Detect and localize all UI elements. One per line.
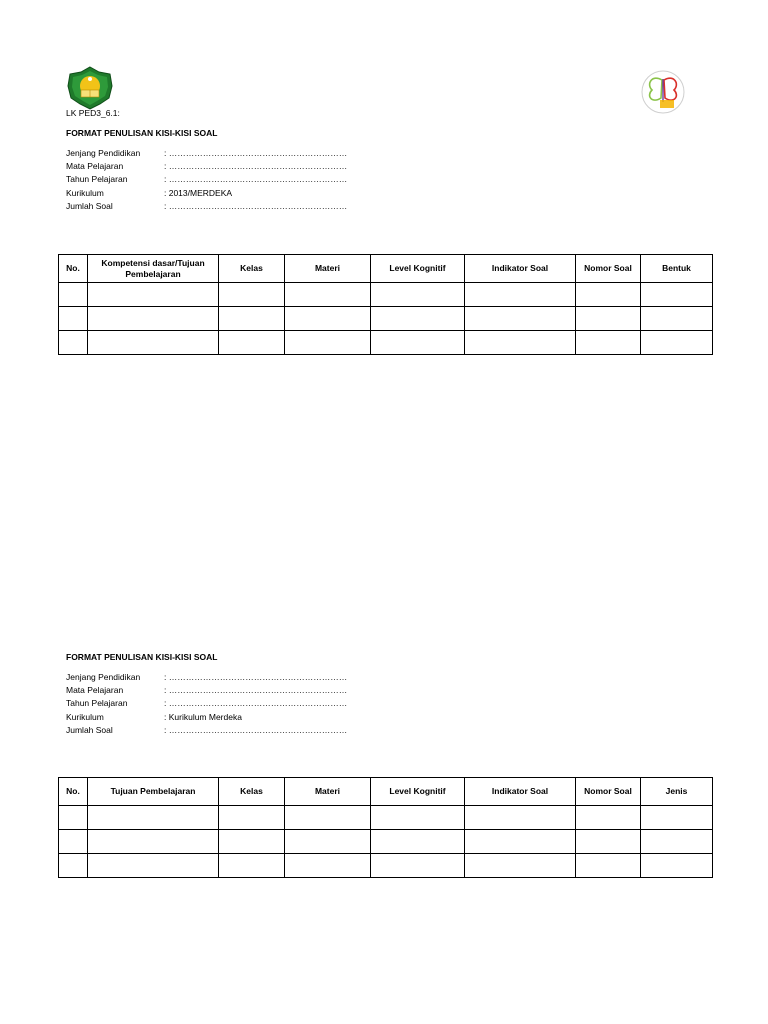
table-cell[interactable] [465, 307, 576, 331]
col-jenis: Jenis [641, 778, 713, 806]
col-no: No. [59, 255, 88, 283]
document-code: LK PED3_6.1: [66, 108, 120, 118]
table-cell[interactable] [59, 331, 88, 355]
table-cell[interactable] [576, 830, 641, 854]
table-cell[interactable] [465, 854, 576, 878]
col-materi: Materi [285, 255, 371, 283]
col-kompetensi: Kompetensi dasar/Tujuan Pembelajaran [88, 255, 219, 283]
section1-title: FORMAT PENULISAN KISI-KISI SOAL [66, 128, 218, 138]
col-bentuk: Bentuk [641, 255, 713, 283]
table-cell[interactable] [641, 331, 713, 355]
col-indikator-soal: Indikator Soal [465, 255, 576, 283]
field-jenjang: Jenjang Pendidikan : ……………………………………………………… [66, 148, 348, 158]
table-cell[interactable] [576, 307, 641, 331]
table-cell[interactable] [576, 854, 641, 878]
table-cell[interactable] [465, 806, 576, 830]
table-cell[interactable] [285, 806, 371, 830]
col-tujuan-pembelajaran: Tujuan Pembelajaran [88, 778, 219, 806]
table-cell[interactable] [88, 307, 219, 331]
table-cell[interactable] [285, 830, 371, 854]
kisi-kisi-table-2 [58, 777, 713, 878]
field-tahun-pelajaran: Tahun Pelajaran : ……………………………………………………… [66, 698, 348, 709]
table-cell[interactable] [59, 854, 88, 878]
col-indikator-soal: Indikator Soal [465, 778, 576, 806]
table-row [59, 307, 713, 331]
col-materi: Materi [285, 778, 371, 806]
table-cell[interactable] [219, 806, 285, 830]
table-header-row [59, 255, 713, 283]
table-cell[interactable] [641, 307, 713, 331]
ppg-butterfly-logo-icon [640, 70, 686, 114]
table-cell[interactable] [88, 806, 219, 830]
field-mata-pelajaran: Mata Pelajaran : ……………………………………………………… [66, 685, 348, 696]
table-cell[interactable] [59, 307, 88, 331]
table-cell[interactable] [219, 283, 285, 307]
table-cell[interactable] [219, 307, 285, 331]
table-cell[interactable] [641, 283, 713, 307]
table-row [59, 854, 713, 878]
col-no: No. [59, 778, 88, 806]
table-row [59, 806, 713, 830]
table-cell[interactable] [465, 331, 576, 355]
table-cell[interactable] [371, 307, 465, 331]
table-cell[interactable] [285, 854, 371, 878]
table-cell[interactable] [59, 283, 88, 307]
field-kurikulum: Kurikulum : Kurikulum Merdeka [66, 711, 242, 722]
table-cell[interactable] [641, 830, 713, 854]
table-cell[interactable] [371, 331, 465, 355]
field-kurikulum: Kurikulum : 2013/MERDEKA [66, 187, 233, 198]
kisi-kisi-table-1 [58, 254, 713, 355]
table-cell[interactable] [371, 854, 465, 878]
field-jenjang: Jenjang Pendidikan : ……………………………………………………… [66, 672, 348, 682]
col-kelas: Kelas [219, 255, 285, 283]
table-cell[interactable] [88, 283, 219, 307]
table-cell[interactable] [641, 806, 713, 830]
table-cell[interactable] [59, 806, 88, 830]
table-cell[interactable] [465, 830, 576, 854]
section1-fields [66, 147, 347, 213]
table-cell[interactable] [371, 283, 465, 307]
table-cell[interactable] [371, 806, 465, 830]
table-row [59, 331, 713, 355]
table-cell[interactable] [285, 283, 371, 307]
col-kelas: Kelas [219, 778, 285, 806]
field-jumlah-soal: Jumlah Soal : ……………………………………………………… [66, 200, 348, 211]
table-cell[interactable] [576, 283, 641, 307]
table-cell[interactable] [88, 331, 219, 355]
table-cell[interactable] [219, 331, 285, 355]
table-cell[interactable] [371, 830, 465, 854]
table-cell[interactable] [88, 830, 219, 854]
table-header-row [59, 778, 713, 806]
field-jumlah-soal: Jumlah Soal : ……………………………………………………… [66, 724, 348, 735]
table-cell[interactable] [465, 283, 576, 307]
table-cell[interactable] [285, 307, 371, 331]
table-row [59, 283, 713, 307]
table-cell[interactable] [219, 854, 285, 878]
col-nomor-soal: Nomor Soal [576, 778, 641, 806]
section2-title: FORMAT PENULISAN KISI-KISI SOAL [66, 652, 218, 662]
table-cell[interactable] [576, 331, 641, 355]
table-row [59, 830, 713, 854]
field-tahun-pelajaran: Tahun Pelajaran : ……………………………………………………… [66, 174, 348, 185]
table-cell[interactable] [59, 830, 88, 854]
section2-fields [66, 671, 347, 737]
table-cell[interactable] [88, 854, 219, 878]
table-cell[interactable] [576, 806, 641, 830]
col-level-kognitif: Level Kognitif [371, 778, 465, 806]
table-cell[interactable] [285, 331, 371, 355]
kemenag-logo-icon [66, 66, 114, 110]
field-mata-pelajaran: Mata Pelajaran : ……………………………………………………… [66, 161, 348, 172]
col-level-kognitif: Level Kognitif [371, 255, 465, 283]
table-cell[interactable] [641, 854, 713, 878]
col-nomor-soal: Nomor Soal [576, 255, 641, 283]
table-cell[interactable] [219, 830, 285, 854]
